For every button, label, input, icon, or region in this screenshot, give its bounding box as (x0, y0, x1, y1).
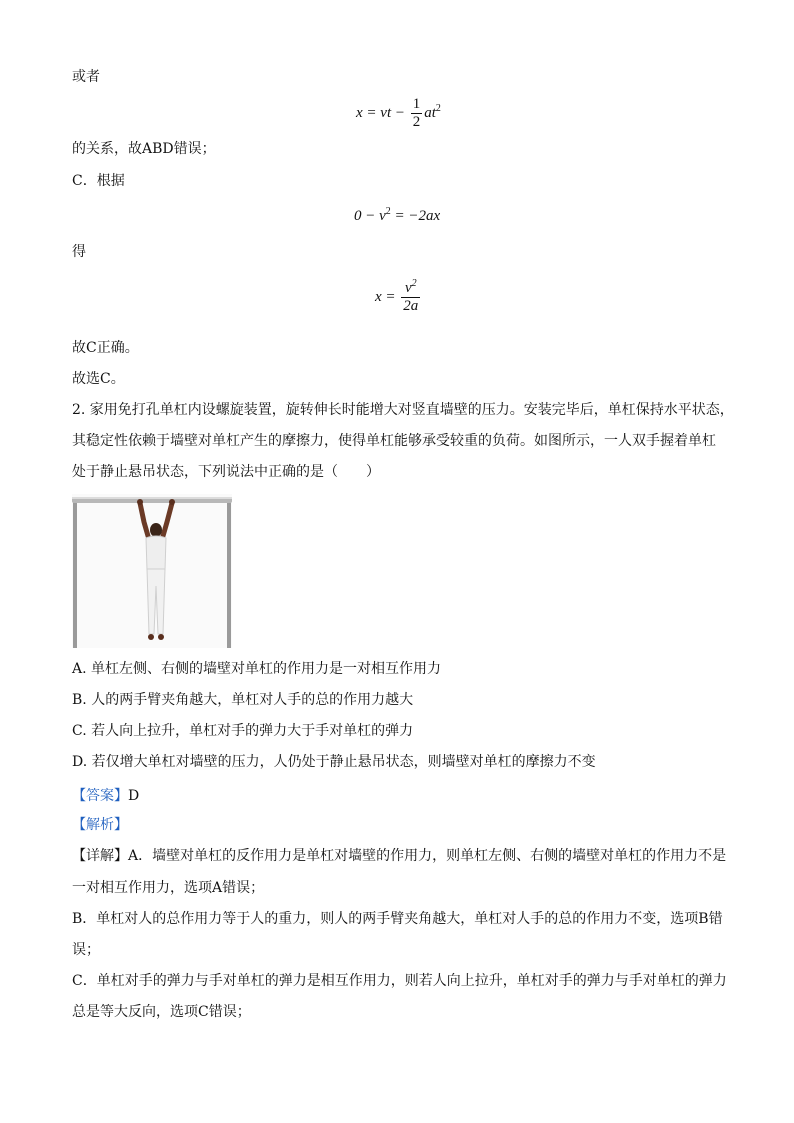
detail-a-line-2: 一对相互作用力，选项A错误； (72, 880, 265, 896)
head (150, 523, 162, 537)
left-post (73, 498, 77, 648)
option-a: A. 单杠左侧、右侧的墙壁对单杠的作用力是一对相互作用力 (72, 661, 442, 677)
formula-distance (375, 280, 422, 315)
analysis-line (72, 815, 128, 835)
analysis-tag: 【解析】 (72, 817, 128, 833)
text-gu-c: 故C正确。 (72, 340, 139, 356)
pullup-bar-illustration (72, 494, 232, 648)
detail-b-line-1: B．单杠对人的总作用力等于人的重力，则人的两手臂夹角越大，单杠对人手的总的作用力不变，选项B错 (72, 911, 723, 927)
f1-den: 2 (412, 114, 421, 130)
f1-lhs: x = vt − (356, 104, 405, 121)
answer-line (72, 786, 139, 806)
detail-b-line-2: 误； (72, 942, 100, 958)
text-de: 得 (72, 244, 86, 260)
f1-fraction (411, 96, 423, 131)
answer-tag: 【答案】 (72, 788, 128, 804)
f1-rhs: at (424, 104, 436, 121)
detail-a-line-1 (72, 846, 726, 866)
f3-num: v (404, 280, 412, 296)
f1-exp: 2 (435, 102, 441, 114)
f3-num-wrap (401, 280, 420, 297)
text-guanxi: 的关系，故ABD错误； (72, 141, 216, 157)
detail-c-line-2: 总是等大反向，选项C错误； (72, 1004, 251, 1020)
f3-den: 2a (403, 298, 419, 314)
option-c: C. 若人向上拉升，单杠对手的弹力大于手对单杠的弹力 (72, 723, 414, 739)
f3-num-exp: 2 (411, 278, 417, 289)
right-post (227, 498, 231, 648)
text-huozhe: 或者 (72, 69, 100, 85)
question-2-line-1: 2. 家用免打孔单杠内设螺旋装置，旋转伸长时能增大对竖直墙壁的压力。安装完毕后，单杠保持水平状态， (72, 402, 734, 418)
question-2-line-3: 处于静止悬吊状态，下列说法中正确的是（ ） (72, 464, 380, 480)
detail-tag: 【详解】 (72, 848, 128, 864)
detail-c-line-1: C．单杠对手的弹力与手对单杠的弹力是相互作用力，则若人向上拉升，单杠对手的弹力与手对单杠的弹力 (72, 973, 727, 989)
option-d: D. 若仅增大单杠对墙壁的压力，人仍处于静止悬吊状态，则墙壁对单杠的摩擦力不变 (72, 754, 596, 770)
answer-value: D (128, 788, 140, 804)
detail-a-text: A．墙壁对单杠的反作用力是单杠对墙壁的作用力，则单杠左侧、右侧的墙壁对单杠的作用力不是 (128, 848, 727, 864)
option-b: B. 人的两手臂夹角越大，单杠对人手的总的作用力越大 (72, 692, 414, 708)
formula-velocity (354, 208, 440, 225)
text-c-genju: C．根据 (72, 173, 125, 189)
f2-exp: 2 (385, 206, 391, 217)
question-2-line-2: 其稳定性依赖于墙壁对单杠产生的摩擦力，使得单杠能够承受较重的负荷。如图所示，一人双手握着单杠 (72, 433, 716, 449)
f2-lhs: 0 − v (354, 208, 386, 224)
formula-displacement (356, 96, 441, 131)
text-guxuan: 故选C。 (72, 371, 125, 387)
pullup-bar-figure (72, 494, 232, 648)
torso (146, 536, 166, 570)
f2-rhs: = −2ax (390, 208, 441, 224)
f3-fraction (401, 280, 420, 315)
f1-num: 1 (412, 96, 421, 112)
f3-lhs: x = (375, 288, 396, 305)
